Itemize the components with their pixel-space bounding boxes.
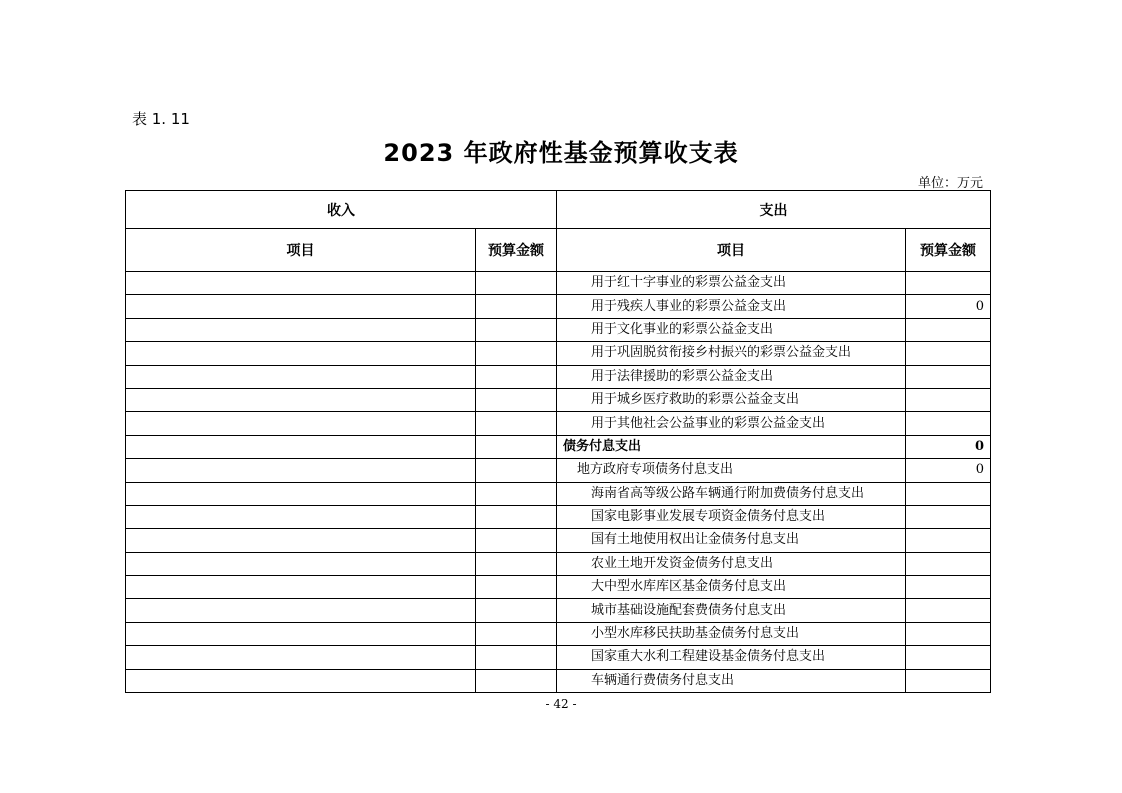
income-item-header: 项目 <box>126 229 476 272</box>
income-item-cell <box>126 388 476 411</box>
income-amount-cell <box>476 295 557 318</box>
expenditure-item-cell: 地方政府专项债务付息支出 <box>557 459 906 482</box>
expenditure-amount-cell <box>906 529 991 552</box>
income-amount-cell <box>476 482 557 505</box>
table-row <box>126 342 991 365</box>
income-amount-cell <box>476 646 557 669</box>
table-label: 表 1. 11 <box>132 110 190 128</box>
expenditure-amount-cell <box>906 669 991 692</box>
table-row <box>126 599 991 622</box>
expenditure-item-cell: 用于残疾人事业的彩票公益金支出 <box>557 295 906 318</box>
expenditure-item-cell: 大中型水库库区基金债务付息支出 <box>557 576 906 599</box>
table-row <box>126 505 991 528</box>
expenditure-item-cell: 海南省高等级公路车辆通行附加费债务付息支出 <box>557 482 906 505</box>
income-amount-cell <box>476 342 557 365</box>
income-amount-cell <box>476 412 557 435</box>
expenditure-amount-cell <box>906 622 991 645</box>
income-header: 收入 <box>126 191 557 229</box>
income-item-cell <box>126 552 476 575</box>
table-row <box>126 622 991 645</box>
expenditure-item-cell: 车辆通行费债务付息支出 <box>557 669 906 692</box>
income-item-cell <box>126 295 476 318</box>
expenditure-item-cell: 债务付息支出 <box>557 435 906 458</box>
expenditure-item-cell: 城市基础设施配套费债务付息支出 <box>557 599 906 622</box>
table-row <box>126 482 991 505</box>
income-amount-cell <box>476 435 557 458</box>
table-row <box>126 435 991 458</box>
expenditure-item-cell: 小型水库移民扶助基金债务付息支出 <box>557 622 906 645</box>
income-amount-cell <box>476 388 557 411</box>
income-item-cell <box>126 646 476 669</box>
expenditure-amount-cell: 0 <box>906 459 991 482</box>
expenditure-amount-cell: 0 <box>906 295 991 318</box>
expenditure-item-cell: 用于其他社会公益事业的彩票公益金支出 <box>557 412 906 435</box>
expenditure-amount-cell <box>906 388 991 411</box>
table-row <box>126 365 991 388</box>
expenditure-amount-cell <box>906 482 991 505</box>
income-amount-cell <box>476 365 557 388</box>
income-amount-cell <box>476 552 557 575</box>
table-row <box>126 388 991 411</box>
expenditure-item-cell: 用于巩固脱贫衔接乡村振兴的彩票公益金支出 <box>557 342 906 365</box>
income-item-cell <box>126 365 476 388</box>
table-row <box>126 552 991 575</box>
table-row <box>126 576 991 599</box>
income-amount-cell <box>476 459 557 482</box>
table-row <box>126 529 991 552</box>
income-item-cell <box>126 576 476 599</box>
income-amount-cell <box>476 622 557 645</box>
expenditure-amount-cell: 0 <box>906 435 991 458</box>
income-amount-cell <box>476 576 557 599</box>
income-amount-cell <box>476 505 557 528</box>
income-item-cell <box>126 342 476 365</box>
expenditure-amount-cell <box>906 318 991 341</box>
income-item-cell <box>126 529 476 552</box>
expenditure-item-cell: 国家电影事业发展专项资金债务付息支出 <box>557 505 906 528</box>
expenditure-amount-cell <box>906 342 991 365</box>
budget-table <box>125 190 991 693</box>
expenditure-item-cell: 用于红十字事业的彩票公益金支出 <box>557 272 906 295</box>
income-item-cell <box>126 435 476 458</box>
income-item-cell <box>126 459 476 482</box>
income-amount-cell <box>476 318 557 341</box>
income-item-cell <box>126 622 476 645</box>
expenditure-item-cell: 用于文化事业的彩票公益金支出 <box>557 318 906 341</box>
expenditure-item-cell: 用于法律援助的彩票公益金支出 <box>557 365 906 388</box>
income-item-cell <box>126 599 476 622</box>
expenditure-amount-cell <box>906 412 991 435</box>
table-row <box>126 459 991 482</box>
page-number: - 42 - <box>545 697 577 711</box>
table-row <box>126 318 991 341</box>
expenditure-header: 支出 <box>557 191 991 229</box>
expenditure-amount-cell <box>906 552 991 575</box>
income-item-cell <box>126 505 476 528</box>
table-row <box>126 295 991 318</box>
expenditure-amount-cell <box>906 646 991 669</box>
table-body <box>126 272 991 693</box>
income-item-cell <box>126 669 476 692</box>
income-item-cell <box>126 412 476 435</box>
table-row <box>126 646 991 669</box>
expenditure-amount-cell <box>906 599 991 622</box>
expenditure-amount-cell <box>906 576 991 599</box>
income-amount-cell <box>476 669 557 692</box>
income-amount-header: 预算金额 <box>476 229 557 272</box>
expenditure-amount-cell <box>906 505 991 528</box>
expenditure-item-header: 项目 <box>557 229 906 272</box>
expenditure-amount-cell <box>906 272 991 295</box>
table-row <box>126 669 991 692</box>
income-amount-cell <box>476 599 557 622</box>
table-row <box>126 412 991 435</box>
page-title: 2023 年政府性基金预算收支表 <box>383 139 739 167</box>
expenditure-item-cell: 国有土地使用权出让金债务付息支出 <box>557 529 906 552</box>
income-amount-cell <box>476 529 557 552</box>
income-item-cell <box>126 318 476 341</box>
expenditure-item-cell: 国家重大水利工程建设基金债务付息支出 <box>557 646 906 669</box>
income-item-cell <box>126 272 476 295</box>
expenditure-item-cell: 用于城乡医疗救助的彩票公益金支出 <box>557 388 906 411</box>
expenditure-amount-cell <box>906 365 991 388</box>
unit-label: 单位：万元 <box>917 176 983 191</box>
expenditure-item-cell: 农业土地开发资金债务付息支出 <box>557 552 906 575</box>
expenditure-amount-header: 预算金额 <box>906 229 991 272</box>
table-row <box>126 272 991 295</box>
income-amount-cell <box>476 272 557 295</box>
income-item-cell <box>126 482 476 505</box>
